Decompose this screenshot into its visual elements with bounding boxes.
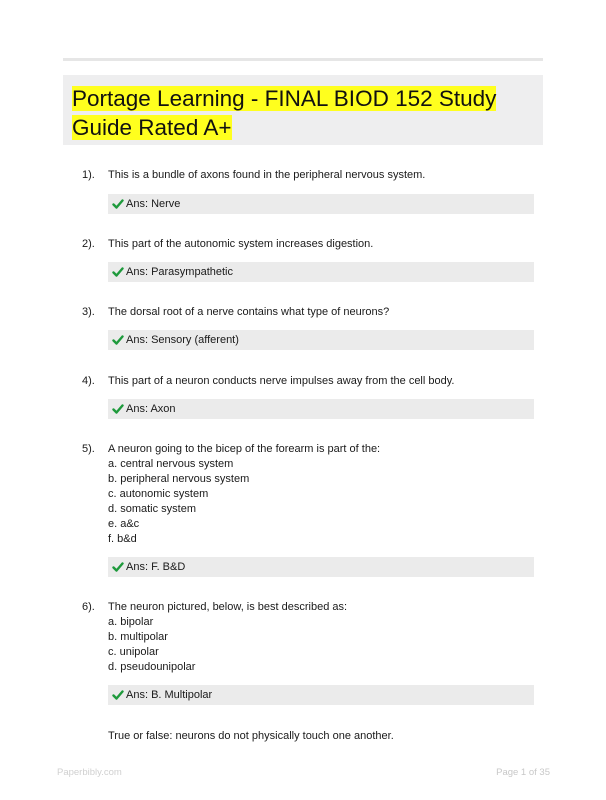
question-number: 2). (82, 238, 95, 250)
checkmark-icon (112, 561, 124, 573)
question-text: This is a bundle of axons found in the peripheral nervous system. (108, 169, 426, 181)
top-divider (63, 58, 543, 61)
question-number: 1). (82, 169, 95, 181)
question-stem: A neuron going to the bicep of the forearm is part of the: (108, 443, 381, 455)
question-text: The dorsal root of a nerve contains what type of neurons? (108, 306, 390, 318)
question-number: 4). (82, 375, 95, 387)
option-e: e. a&c (108, 518, 140, 530)
footer-site: Paperbibly.com (57, 767, 122, 778)
question-text (108, 600, 528, 675)
answer-box (108, 557, 534, 577)
checkmark-icon (112, 334, 124, 346)
checkmark-icon (112, 689, 124, 701)
answer-text: Ans: Axon (126, 403, 176, 415)
page-title: Portage Learning - FINAL BIOD 152 Study Guide Rated A+ (72, 86, 497, 140)
question-number: 3). (82, 306, 95, 318)
answer-box (108, 685, 534, 705)
option-a: a. bipolar (108, 616, 154, 628)
question-text: This part of a neuron conducts nerve impulses away from the cell body. (108, 375, 455, 387)
option-d: d. pseudounipolar (108, 661, 196, 673)
question-number: 6). (82, 601, 95, 613)
answer-text: Ans: F. B&D (126, 561, 186, 573)
answer-text: Ans: Nerve (126, 198, 181, 210)
option-b: b. peripheral nervous system (108, 473, 250, 485)
answer-text: Ans: Sensory (afferent) (126, 334, 239, 346)
answer-text: Ans: B. Multipolar (126, 689, 213, 701)
checkmark-icon (112, 198, 124, 210)
checkmark-icon (112, 403, 124, 415)
question-text (108, 442, 528, 547)
option-c: c. unipolar (108, 646, 159, 658)
option-d: d. somatic system (108, 503, 197, 515)
answer-box (108, 194, 534, 214)
answer-box (108, 399, 534, 419)
option-c: c. autonomic system (108, 488, 209, 500)
question-text: This part of the autonomic system increases digestion. (108, 238, 374, 250)
option-a: a. central nervous system (108, 458, 234, 470)
answer-text: Ans: Parasympathetic (126, 266, 233, 278)
option-b: b. multipolar (108, 631, 168, 643)
answer-box (108, 262, 534, 282)
question-stem: The neuron pictured, below, is best described as: (108, 601, 348, 613)
option-f: f. b&d (108, 533, 137, 545)
question-number: 5). (82, 443, 95, 455)
checkmark-icon (112, 266, 124, 278)
answer-box (108, 330, 534, 350)
page-number: Page 1 of 35 (496, 767, 550, 778)
true-false-question: True or false: neurons do not physically touch one another. (108, 730, 394, 742)
